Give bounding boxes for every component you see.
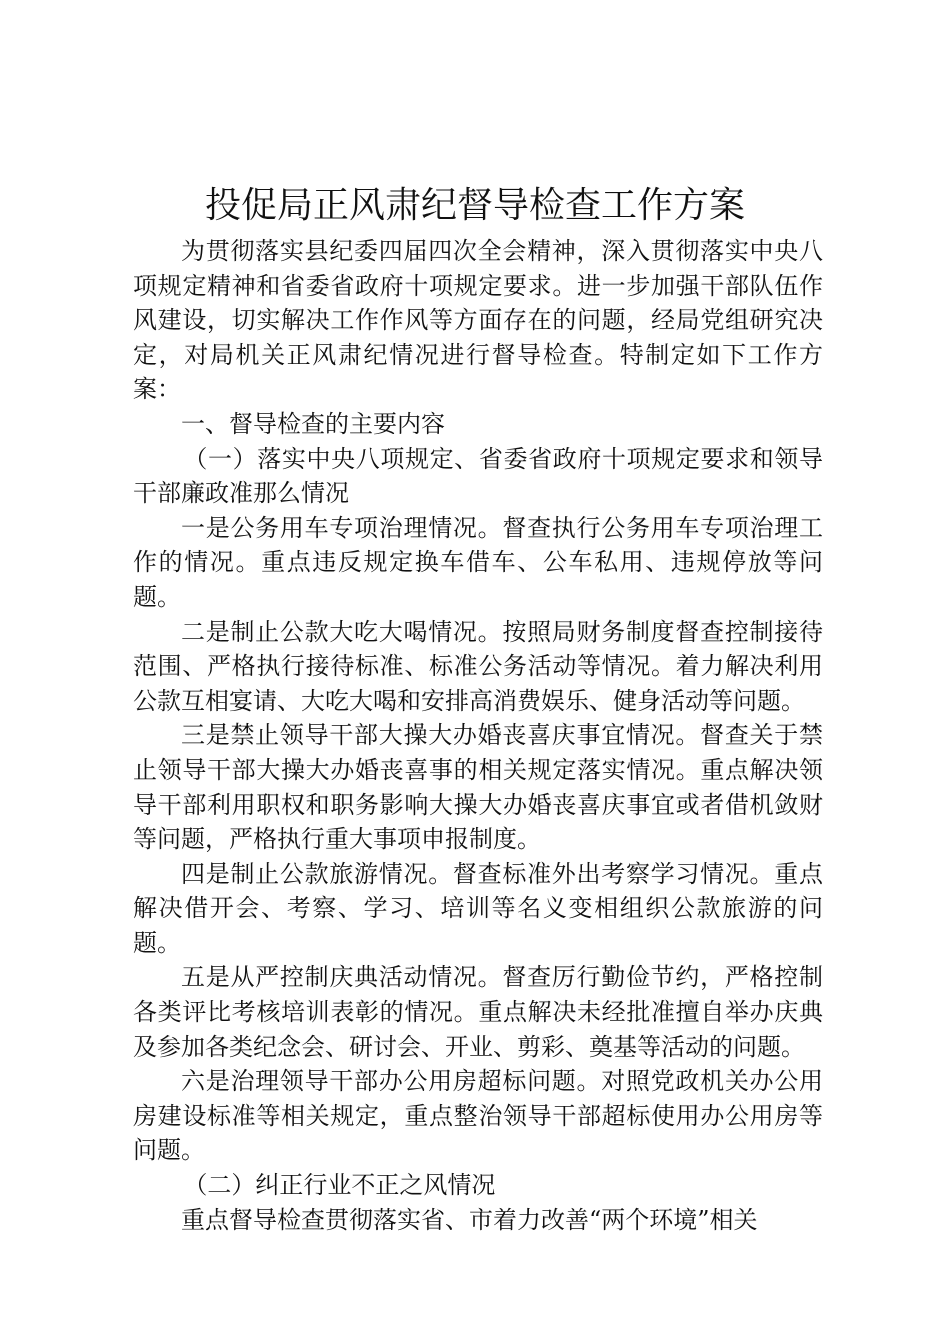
item-paragraph-4: 四是制止公款旅游情况。督查标准外出考察学习情况。重点解决借开会、考察、学习、培训等名义变相组织公款旅游的问题。 [133,859,823,957]
item-paragraph-6: 六是治理领导干部办公用房超标问题。对照党政机关办公用房建设标准等相关规定，重点整治领导干部超标使用办公用房等问题。 [133,1067,823,1165]
subsection-heading-1: （一）落实中央八项规定、省委省政府十项规定要求和领导干部廉政准那么情况 [133,444,823,508]
item-paragraph-1: 一是公务用车专项治理情况。督查执行公务用车专项治理工作的情况。重点违反规定换车借车、公车私用、违规停放等问题。 [133,513,823,611]
document-body [133,234,823,1237]
subsection-heading-2: （二）纠正行业不正之风情况 [183,1171,496,1200]
item-paragraph-2: 二是制止公款大吃大喝情况。按照局财务制度督查控制接待范围、严格执行接待标准、标准公务活动等情况。着力解决利用公款互相宴请、大吃大喝和安排高消费娱乐、健身活动等问题。 [133,617,823,715]
intro-paragraph: 为贯彻落实县纪委四届四次全会精神，深入贯彻落实中央八项规定精神和省委省政府十项规定要求。进一步加强干部队伍作风建设，切实解决工作作风等方面存在的问题，经局党组研究决定，对局机关正风肃纪情况进行督导检查。特制定如下工作方案： [133,237,823,404]
document-title: 投促局正风肃纪督导检查工作方案 [204,185,745,226]
item-paragraph-3: 三是禁止领导干部大操大办婚丧喜庆事宜情况。督查关于禁止领导干部大操大办婚丧喜事的相关规定落实情况。重点解决领导干部利用职权和职务影响大操大办婚丧喜庆事宜或者借机敛财等问题，严格执行重大事项申报制度。 [133,721,823,854]
closing-paragraph: 重点督导检查贯彻落实省、市着力改善“两个环境”相关 [181,1205,758,1234]
section-heading-1: 一、督导检查的主要内容 [181,409,445,438]
item-paragraph-5: 五是从严控制庆典活动情况。督查厉行勤俭节约，严格控制各类评比考核培训表彰的情况。重点解决未经批准擅自举办庆典及参加各类纪念会、研讨会、开业、剪彩、奠基等活动的问题。 [133,963,823,1061]
